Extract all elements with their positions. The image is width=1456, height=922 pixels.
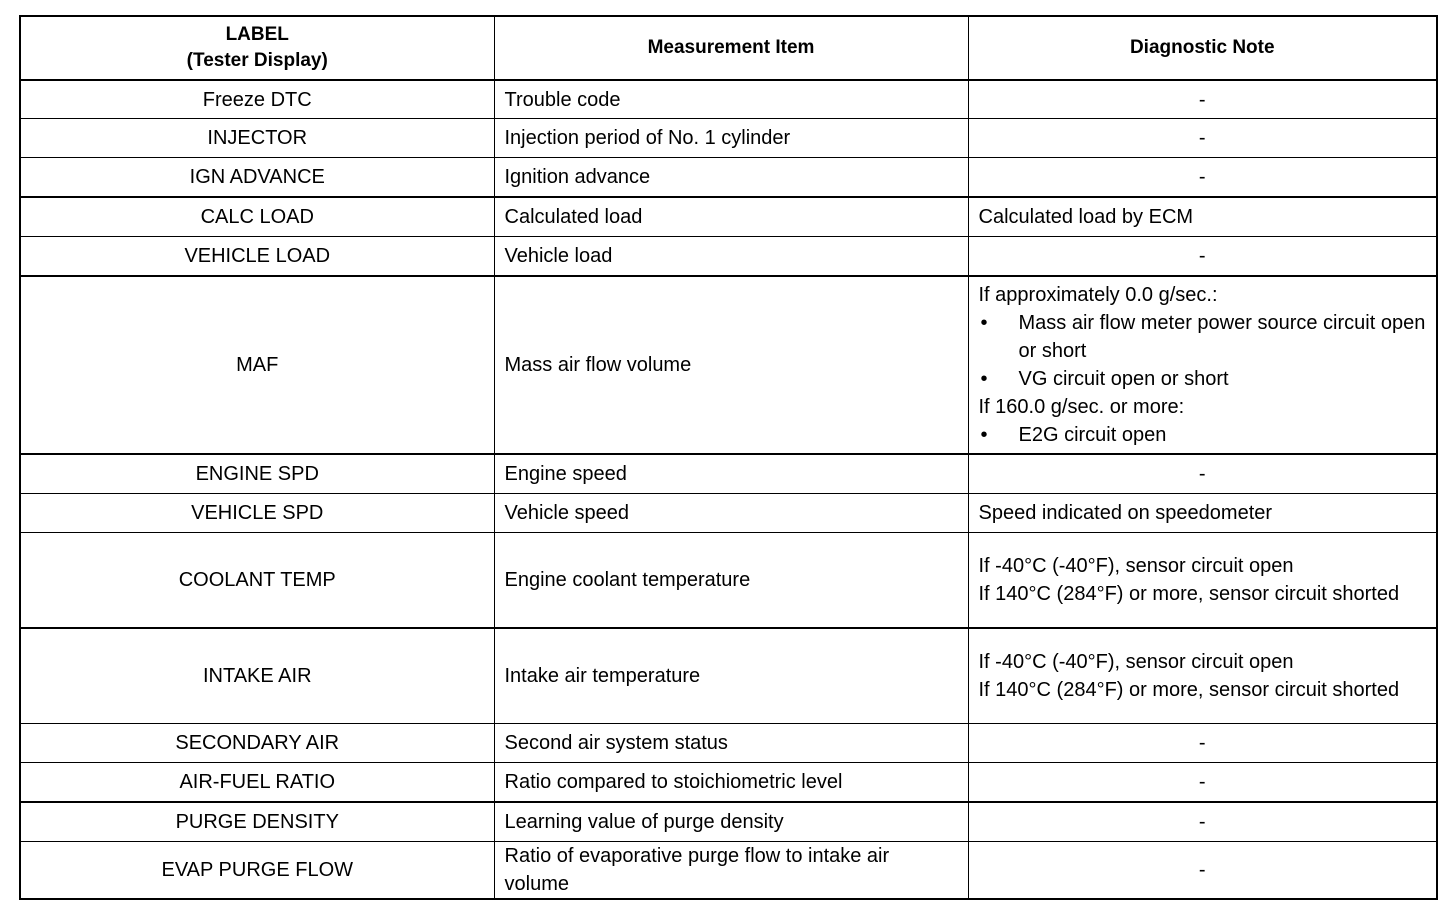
- table-row: [20, 237, 1437, 277]
- table-row: [20, 533, 1437, 629]
- maf-note-bullet2: VG circuit open or short: [1018, 368, 1229, 390]
- header-diagnostic-note: Diagnostic Note: [968, 16, 1437, 80]
- row-measurement: Vehicle load: [494, 237, 968, 277]
- table-row: [20, 80, 1437, 119]
- row-label: VEHICLE LOAD: [20, 237, 494, 277]
- table-row: [20, 494, 1437, 533]
- table-row: [20, 842, 1437, 900]
- row-note: Calculated load by ECM: [968, 197, 1437, 237]
- coolant-note-line2: If 140°C (284°F) or more, sensor circuit shorted: [978, 583, 1400, 605]
- row-label: PURGE DENSITY: [20, 802, 494, 842]
- row-label: IGN ADVANCE: [20, 158, 494, 198]
- row-measurement: Ratio of evaporative purge flow to intake air volume: [494, 842, 968, 900]
- row-measurement: Intake air temperature: [494, 628, 968, 724]
- row-label: INTAKE AIR: [20, 628, 494, 724]
- intake-note-line1: If -40°C (-40°F), sensor circuit open: [978, 651, 1294, 673]
- row-label: MAF: [20, 276, 494, 454]
- maf-note-bullet-item: [979, 309, 1427, 365]
- row-measurement: Engine speed: [494, 454, 968, 494]
- maf-note-line1: If approximately 0.0 g/sec.:: [978, 284, 1218, 306]
- row-measurement: Engine coolant temperature: [494, 533, 968, 629]
- row-measurement: Learning value of purge density: [494, 802, 968, 842]
- row-note: -: [968, 80, 1437, 119]
- row-note: -: [968, 119, 1437, 158]
- row-note: -: [968, 802, 1437, 842]
- maf-note-bullet-item: [979, 421, 1427, 449]
- table-row: [20, 724, 1437, 763]
- table-row: [20, 454, 1437, 494]
- table-row: [20, 119, 1437, 158]
- row-label: Freeze DTC: [20, 80, 494, 119]
- header-measurement: Measurement Item: [494, 16, 968, 80]
- row-label: ENGINE SPD: [20, 454, 494, 494]
- row-note: -: [968, 454, 1437, 494]
- row-measurement: Calculated load: [494, 197, 968, 237]
- row-measurement: Ignition advance: [494, 158, 968, 198]
- row-label: CALC LOAD: [20, 197, 494, 237]
- row-label: SECONDARY AIR: [20, 724, 494, 763]
- bullet-icon: •: [980, 312, 988, 334]
- header-label-line1: LABEL: [225, 24, 289, 45]
- table-row: [20, 158, 1437, 198]
- row-note: -: [968, 842, 1437, 900]
- row-measurement: Vehicle speed: [494, 494, 968, 533]
- row-note-coolant: [968, 533, 1437, 629]
- row-measurement: Mass air flow volume: [494, 276, 968, 454]
- row-note: Speed indicated on speedometer: [968, 494, 1437, 533]
- row-note: -: [968, 763, 1437, 803]
- table-row: [20, 197, 1437, 237]
- row-label: INJECTOR: [20, 119, 494, 158]
- header-label-line2: (Tester Display): [186, 50, 328, 71]
- row-measurement: Second air system status: [494, 724, 968, 763]
- bullet-icon: •: [980, 424, 988, 446]
- table-row: [20, 763, 1437, 803]
- intake-note-line2: If 140°C (284°F) or more, sensor circuit shorted: [978, 679, 1400, 701]
- maf-note-bullet1: Mass air flow meter power source circuit open or short: [1018, 312, 1426, 362]
- row-note-intake: [968, 628, 1437, 724]
- row-label: COOLANT TEMP: [20, 533, 494, 629]
- row-note-maf: [968, 276, 1437, 454]
- row-note: -: [968, 237, 1437, 277]
- maf-note-bullet-item: [979, 365, 1427, 393]
- diagnostic-data-table: [19, 15, 1438, 900]
- row-label: AIR-FUEL RATIO: [20, 763, 494, 803]
- header-label: [20, 16, 494, 80]
- maf-note-bullet3: E2G circuit open: [1018, 424, 1167, 446]
- row-measurement: Ratio compared to stoichiometric level: [494, 763, 968, 803]
- row-measurement: Trouble code: [494, 80, 968, 119]
- row-note: -: [968, 724, 1437, 763]
- table-header-row: [20, 16, 1437, 80]
- maf-note-line2: If 160.0 g/sec. or more:: [978, 396, 1185, 418]
- bullet-icon: •: [980, 368, 988, 390]
- row-measurement: Injection period of No. 1 cylinder: [494, 119, 968, 158]
- table-row: [20, 276, 1437, 454]
- row-label: EVAP PURGE FLOW: [20, 842, 494, 900]
- table-row: [20, 628, 1437, 724]
- row-note: -: [968, 158, 1437, 198]
- table-row: [20, 802, 1437, 842]
- coolant-note-line1: If -40°C (-40°F), sensor circuit open: [978, 555, 1294, 577]
- row-label: VEHICLE SPD: [20, 494, 494, 533]
